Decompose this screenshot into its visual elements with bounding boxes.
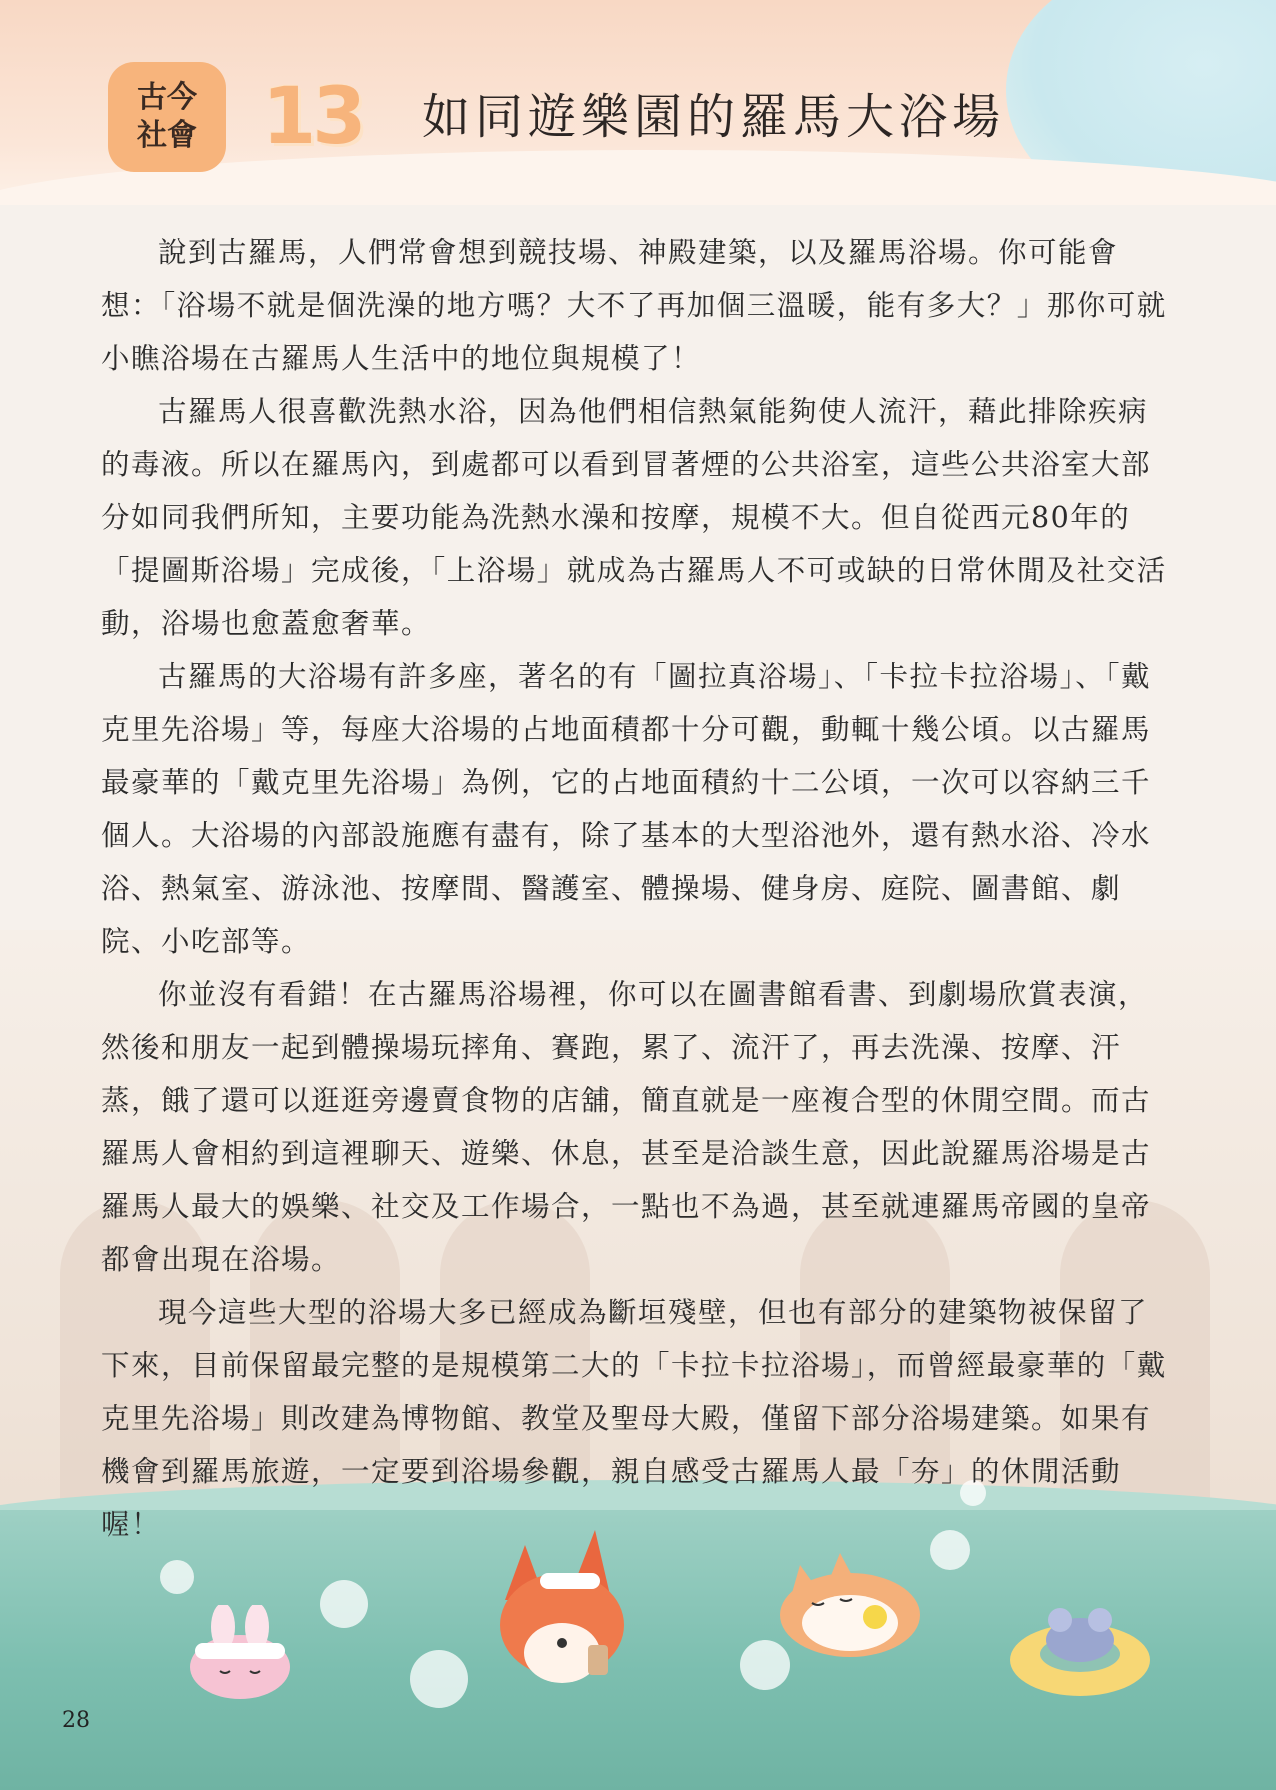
paragraph-2: 古羅馬人很喜歡洗熱水浴，因為他們相信熱氣能夠使人流汗，藉此排除疾病的毒液。所以在羅馬內，到處都可以看到冒著煙的公共浴室，這些公共浴室大部分如同我們所知，主要功能為洗熱水澡和按摩，規模不大。但自從西元80年的「提圖斯浴場」完成後，「上浴場」就成為古羅馬人不可或缺的日常休閒及社交活動，浴場也愈蓋愈奢華。	[101, 395, 1167, 640]
bubble	[320, 1580, 368, 1628]
category-line-1: 古今	[137, 80, 197, 115]
paragraph-3: 古羅馬的大浴場有許多座，著名的有「圖拉真浴場」、「卡拉卡拉浴場」、「戴克里先浴場」等，每座大浴場的占地面積都十分可觀，動輒十幾公頃。以古羅馬最豪華的「戴克里先浴場」為例，它的占地面積約十二公頃，一次可以容納三千個人。大浴場的內部設施應有盡有，除了基本的大型浴池外，還有熱水浴、冷水浴、熱氣室、游泳池、按摩間、醫護室、體操場、健身房、庭院、圖書館、劇院、小吃部等。	[101, 660, 1152, 958]
paragraph-5: 現今這些大型的浴場大多已經成為斷垣殘壁，但也有部分的建築物被保留了下來，目前保留最完整的是規模第二大的「卡拉卡拉浴場」，而曾經最豪華的「戴克里先浴場」則改建為博物館、教堂及聖母大殿，僅留下部分浴場建築。如果有機會到羅馬旅遊，一定要到浴場參觀，親自感受古羅馬人最「夯」的休閒活動喔！	[101, 1296, 1167, 1541]
category-line-2: 社會	[137, 118, 197, 153]
article-body	[101, 226, 1175, 1551]
cat-illustration	[770, 1535, 930, 1665]
page-title: 如同遊樂園的羅馬大浴場	[422, 89, 1006, 145]
page-number: 28	[62, 1708, 90, 1733]
mouse-float-illustration	[1005, 1590, 1155, 1700]
paragraph-4: 你並沒有看錯！在古羅馬浴場裡，你可以在圖書館看書、到劇場欣賞表演，然後和朋友一起到體操場玩摔角、賽跑，累了、流汗了，再去洗澡、按摩、汗蒸，餓了還可以逛逛旁邊賣食物的店舖，簡直就是一座複合型的休閒空間。而古羅馬人會相約到這裡聊天、遊樂、休息，甚至是洽談生意，因此說羅馬浴場是古羅馬人最大的娛樂、社交及工作場合，一點也不為過，甚至就連羅馬帝國的皇帝都會出現在浴場。	[101, 978, 1152, 1276]
lesson-number: 13	[262, 72, 363, 162]
bubble	[410, 1650, 468, 1708]
bunny-illustration	[185, 1605, 295, 1700]
paragraph-1: 說到古羅馬，人們常會想到競技場、神殿建築，以及羅馬浴場。你可能會想：「浴場不就是個洗澡的地方嗎？大不了再加個三溫暖，能有多大？」那你可就小瞧浴場在古羅馬人生活中的地位與規模了！	[101, 236, 1167, 375]
category-tag	[108, 62, 226, 172]
bubble	[160, 1560, 194, 1594]
